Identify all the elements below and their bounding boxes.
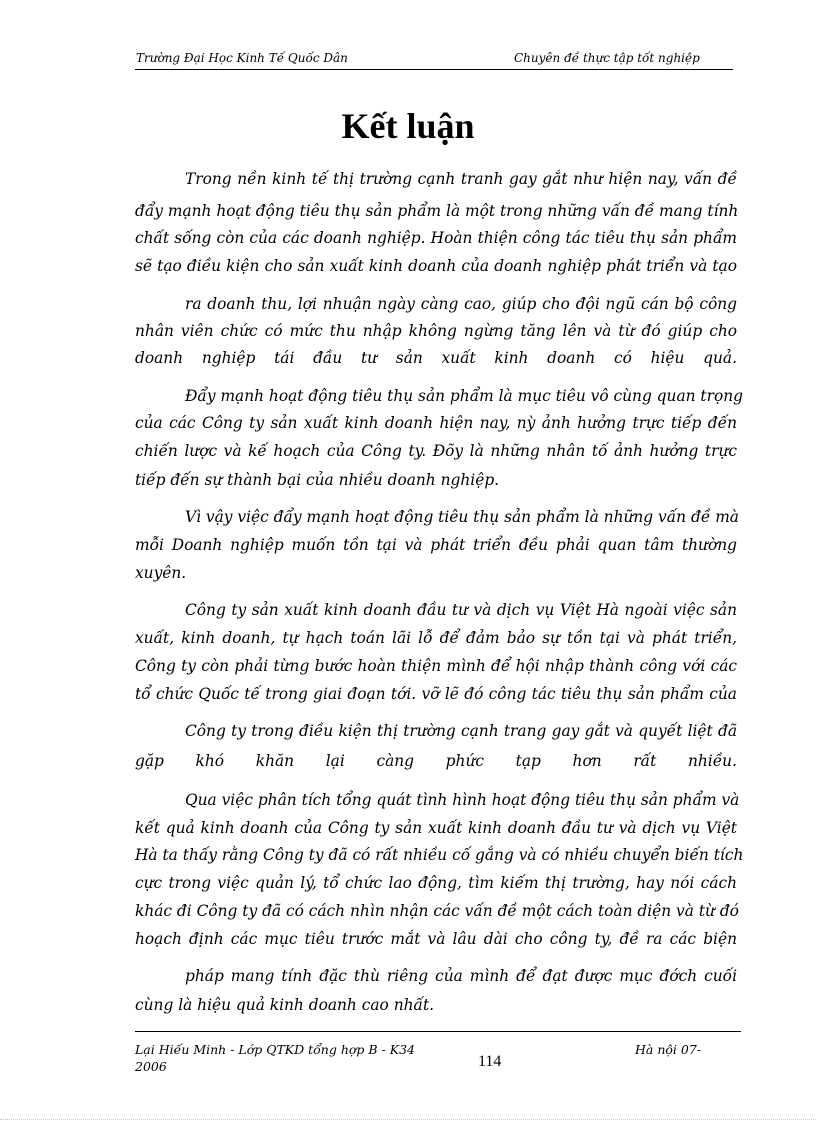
text-line: cực trong việc quản lý, tổ chức lao động, tìm kiếm thị trường, hay nói cách <box>135 874 737 892</box>
text-line: Hà ta thấy rằng Công ty đã có rất nhiều cố gắng và có nhiều chuyển biến tích <box>135 846 744 864</box>
text-line: Công ty trong điều kiện thị trường cạnh trang gay gắt và quyết liệt đã <box>185 722 737 740</box>
text-line: chất sống còn của các doanh nghiệp. Hoàn thiện công tác tiêu thụ sản phẩm <box>135 229 737 247</box>
page-title: Kết luận <box>341 106 475 146</box>
header-report-type: Chuyên đề thực tập tốt nghiệp <box>514 51 700 65</box>
text-line: Đẩy mạnh hoạt động tiêu thụ sản phẩm là mục tiêu vô cùng quan trọng <box>185 387 744 405</box>
text-line: xuất, kinh doanh, tự hạch toán lãi lỗ để đảm bảo sự tồn tại và phát triển, <box>135 629 737 647</box>
text-line: tổ chức Quốc tế trong giai đoạn tới. vỡ lẽ đó công tác tiêu thụ sản phẩm của <box>135 685 737 703</box>
text-line: ra doanh thu, lợi nhuận ngày càng cao, giúp cho đội ngũ cán bộ công <box>185 295 737 313</box>
text-line: đẩy mạnh hoạt động tiêu thụ sản phẩm là một trong những vấn đề mang tính <box>135 202 739 220</box>
text-line: pháp mang tính đặc thù riêng của mình để đạt được mục đớch cuối <box>185 967 737 985</box>
footer-year: 2006 <box>135 1059 167 1074</box>
text-line: tiếp đến sự thành bại của nhiều doanh nghiệp. <box>135 471 500 489</box>
text-line: nhân viên chức có mức thu nhập không ngừng tăng lên và từ đó giúp cho <box>135 322 737 340</box>
text-line: Qua việc phân tích tổng quát tình hình hoạt động tiêu thụ sản phẩm và <box>185 791 740 809</box>
footer-date: Hà nội 07- <box>635 1042 702 1057</box>
text-line: doanh nghiệp tái đầu tư sản xuất kinh doanh có hiệu quả. <box>135 349 737 367</box>
text-line: Vì vậy việc đẩy mạnh hoạt động tiêu thụ sản phẩm là những vấn đề mà <box>185 508 739 526</box>
text-line: kết quả kinh doanh của Công ty sản xuất kinh doanh đầu tư và dịch vụ Việt <box>135 819 737 837</box>
text-line: Trong nền kinh tế thị trường cạnh tranh gay gắt như hiện nay, vấn đề <box>185 170 737 188</box>
text-line: Công ty sản xuất kinh doanh đầu tư và dịch vụ Việt Hà ngoài việc sản <box>185 601 737 619</box>
text-line: Công ty còn phải từng bước hoàn thiện mình để hội nhập thành công với các <box>135 657 737 675</box>
text-line: của các Công ty sản xuất kinh doanh hiện nay, nỳ ảnh hưởng trực tiếp đến <box>135 414 737 432</box>
text-line: xuyên. <box>135 564 187 582</box>
text-line: chiến lược và kế hoạch của Công ty. Đõy là những nhân tố ảnh hưởng trực <box>135 442 737 460</box>
text-line: khác đi Công ty đã có cách nhìn nhận các vấn đề một cách toàn diện và từ đó <box>135 902 739 920</box>
text-line: hoạch định các mục tiêu trước mắt và lâu dài cho công ty, đề ra các biện <box>135 930 737 948</box>
page-bottom-border <box>0 1119 816 1120</box>
text-line: mỗi Doanh nghiệp muốn tồn tại và phát triển đều phải quan tâm thường <box>135 536 737 554</box>
text-line: sẽ tạo điều kiện cho sản xuất kinh doanh của doanh nghiệp phát triển và tạo <box>135 257 737 275</box>
text-line: gặp khó khăn lại càng phức tạp hơn rất nhiều. <box>135 752 737 770</box>
footer-author: Lại Hiếu Minh - Lớp QTKD tổng hợp B - K34 <box>135 1042 415 1057</box>
footer-rule <box>135 1031 741 1032</box>
header-university: Trường Đại Học Kinh Tế Quốc Dân <box>136 51 348 65</box>
page-header <box>135 49 733 70</box>
page-number: 114 <box>478 1053 502 1070</box>
text-line: cùng là hiệu quả kinh doanh cao nhất. <box>135 996 435 1014</box>
